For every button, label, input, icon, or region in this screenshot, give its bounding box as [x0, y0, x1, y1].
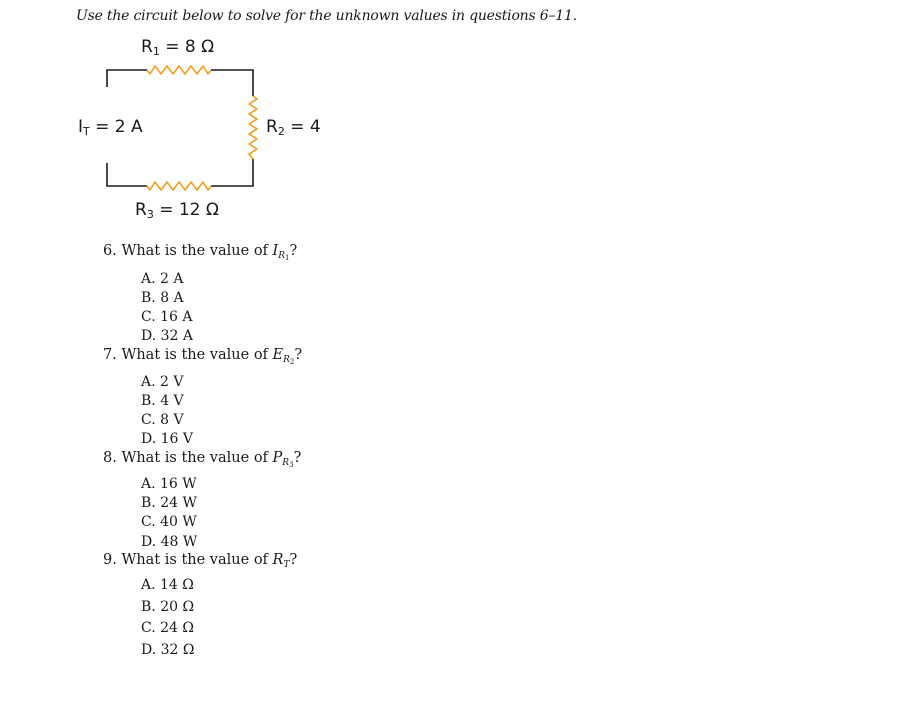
- question-7-option-a: A. 2 V: [141, 374, 184, 390]
- question-7-option-c: C. 8 V: [141, 412, 184, 428]
- question-6: [103, 243, 297, 262]
- resistor-r2-zigzag: [249, 96, 257, 159]
- question-6-var-sub: R: [278, 251, 286, 261]
- question-6-option-a: A. 2 A: [141, 271, 184, 287]
- question-9-option-d: D. 32 Ω: [141, 642, 195, 658]
- question-8-var-subsub: 3: [289, 461, 294, 469]
- question-8-mark: ?: [293, 450, 302, 466]
- resistor-r1-zigzag: [147, 66, 211, 74]
- question-6-variable: [272, 243, 290, 262]
- question-6-var-subsub: 1: [285, 254, 290, 262]
- question-9-var-sub: T: [283, 560, 290, 570]
- question-6-text: 6. What is the value of: [103, 243, 273, 259]
- wire-right-bottom: [211, 159, 253, 186]
- question-9: [103, 552, 297, 571]
- r1-label: [141, 37, 214, 62]
- r3-subscript: 3: [146, 208, 154, 221]
- question-6-option-b: B. 8 A: [141, 290, 184, 306]
- question-7-option-d: D. 16 V: [141, 431, 194, 447]
- r2-value: = 4: [284, 117, 321, 137]
- question-8-var-sub: R: [282, 458, 290, 468]
- wire-top-right: [211, 70, 253, 96]
- r3-symbol: R: [135, 200, 147, 220]
- it-symbol: I: [78, 117, 84, 137]
- question-8: [103, 450, 301, 469]
- series-circuit-diagram: [0, 0, 400, 230]
- question-9-option-b: B. 20 Ω: [141, 599, 195, 615]
- r2-label: [266, 117, 321, 142]
- question-6-option-d: D. 32 A: [141, 328, 194, 344]
- question-7-var-subsub: 2: [289, 358, 295, 366]
- r2-subscript: 2: [277, 125, 285, 138]
- it-label: [78, 117, 143, 142]
- question-9-var-symbol: R: [272, 552, 284, 568]
- question-6-var-symbol: I: [272, 243, 279, 259]
- resistor-zigzags: [147, 66, 257, 190]
- question-6-mark: ?: [289, 243, 298, 259]
- r3-label: [135, 200, 219, 225]
- question-6-option-c: C. 16 A: [141, 309, 193, 325]
- question-8-option-d: D. 48 W: [141, 534, 198, 550]
- question-7-variable: [272, 347, 295, 366]
- question-8-variable: [272, 450, 294, 469]
- it-value: = 2 A: [89, 117, 143, 137]
- question-8-text: 8. What is the value of: [103, 450, 273, 466]
- r1-value: = 8 Ω: [159, 37, 215, 57]
- question-8-var-symbol: P: [272, 450, 283, 466]
- question-7-mark: ?: [294, 347, 303, 363]
- question-7: [103, 347, 302, 366]
- question-9-text: 9. What is the value of: [103, 552, 273, 568]
- instructions-text: Use the circuit below to solve for the unknown values in questions 6–11.: [76, 8, 577, 24]
- wire-bottom-left: [107, 163, 147, 186]
- question-7-var-symbol: E: [272, 347, 284, 363]
- question-8-option-a: A. 16 W: [141, 476, 197, 492]
- question-8-option-c: C. 40 W: [141, 514, 197, 530]
- wire-top-left: [107, 70, 147, 87]
- question-9-mark: ?: [289, 552, 298, 568]
- r2-symbol: R: [266, 117, 278, 137]
- r1-symbol: R: [141, 37, 153, 57]
- it-subscript: T: [83, 125, 90, 138]
- question-9-variable: [273, 552, 290, 568]
- r1-subscript: 1: [152, 45, 160, 58]
- question-7-text: 7. What is the value of: [103, 347, 273, 363]
- question-7-var-sub: R: [283, 355, 290, 365]
- question-8-option-b: B. 24 W: [141, 495, 197, 511]
- resistor-r3-zigzag: [147, 182, 211, 190]
- question-7-option-b: B. 4 V: [141, 393, 184, 409]
- question-9-option-a: A. 14 Ω: [141, 577, 194, 593]
- question-9-option-c: C. 24 Ω: [141, 620, 194, 636]
- r3-value: = 12 Ω: [153, 200, 219, 220]
